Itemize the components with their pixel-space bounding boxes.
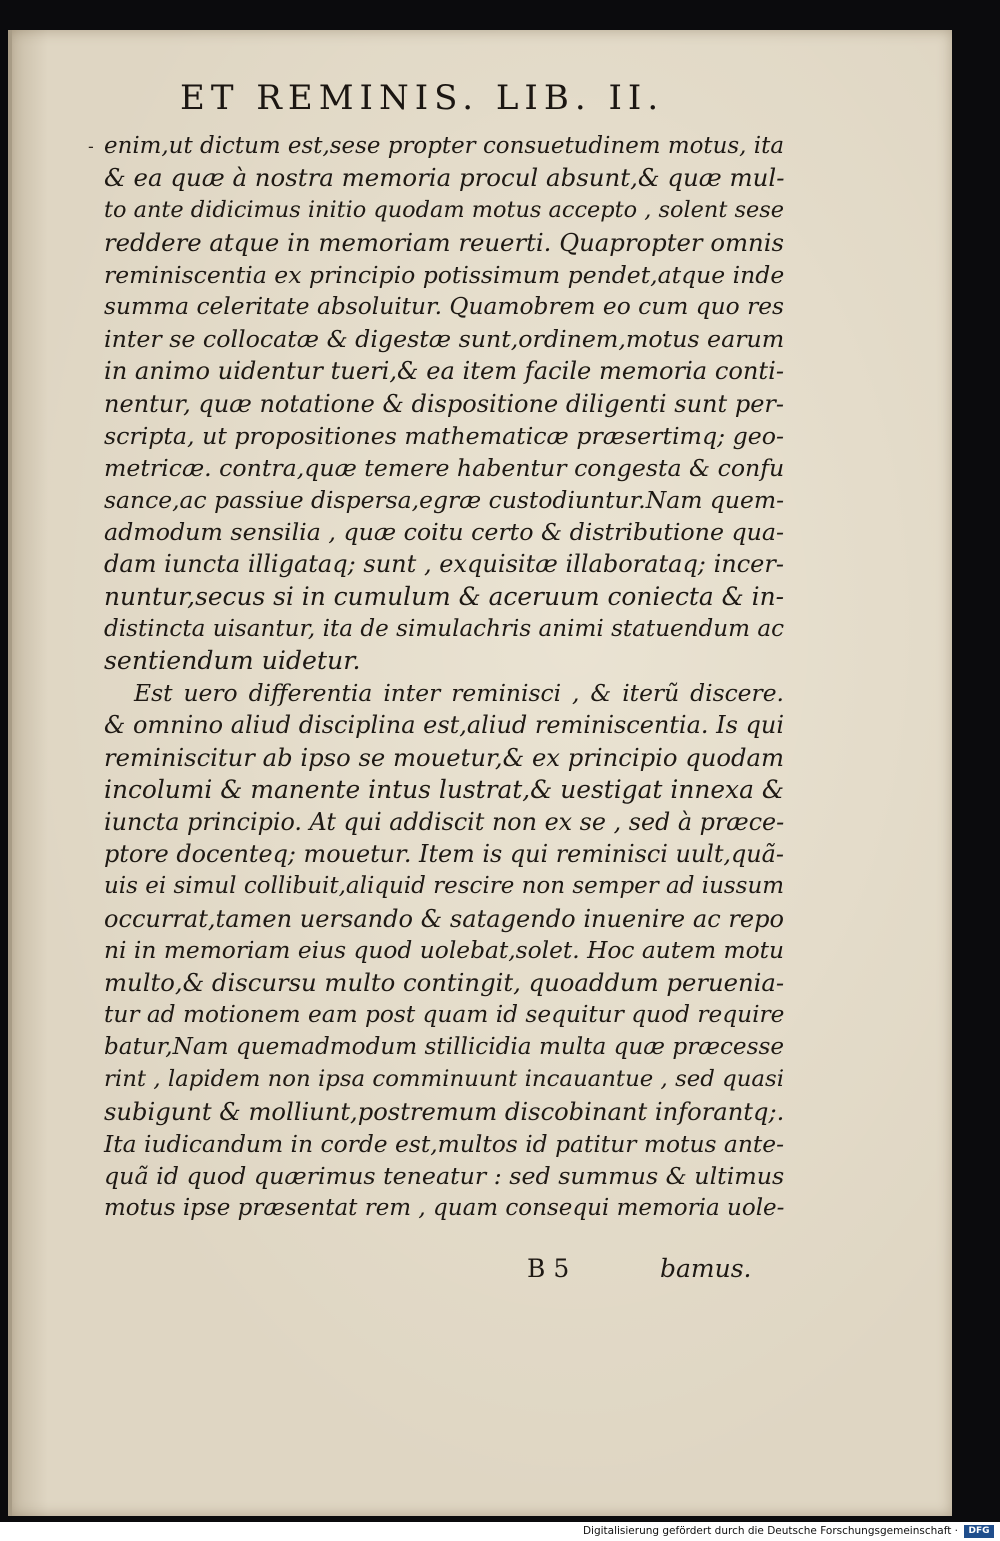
text-line: in animo uidentur tueri,& ea item facile memoria conti- bbox=[104, 357, 784, 386]
text-line: & omnino aliud disciplina est,aliud reminiscentia. Is qui bbox=[104, 711, 784, 740]
catchword: bamus. bbox=[660, 1254, 752, 1283]
credit-text: Digitalisierung gefördert durch die Deutsche Forschungsgemeinschaft · bbox=[582, 1525, 958, 1537]
text-line: batur,Nam quemadmodum stillicidia multa quæ præcesse bbox=[104, 1034, 784, 1061]
text-line: summa celeritate absoluitur. Quamobrem eo cum quo res bbox=[104, 292, 784, 320]
text-line: scripta, ut propositiones mathematicæ præsertimq; geo- bbox=[104, 421, 784, 450]
text-line: tur ad motionem eam post quam id sequitur quod require bbox=[104, 1001, 785, 1029]
text-line: reddere atque in memoriam reuerti. Quapropter omnis bbox=[104, 227, 784, 257]
margin-mark: - bbox=[88, 137, 94, 156]
running-title: ET REMINIS. LIB. II. bbox=[180, 78, 665, 118]
text-line: reminiscentia ex principio potissimum pendet,atque inde bbox=[104, 260, 785, 289]
text-line: motus ipse præsentat rem , quam consequi memoria uole- bbox=[104, 1195, 785, 1222]
dfg-logo-icon: DFG bbox=[964, 1525, 994, 1538]
body-text bbox=[104, 130, 784, 1224]
text-line: sentiendum uidetur. bbox=[104, 646, 361, 675]
text-line: ni in memoriam eius quod uolebat,solet. Hoc autem motu bbox=[104, 936, 784, 964]
text-line: iuncta principio. At qui addiscit non ex se , sed à præce- bbox=[104, 807, 785, 836]
text-line: distincta uisantur, ita de simulachris animi statuendum ac bbox=[104, 615, 784, 642]
signature-mark: B 5 bbox=[527, 1254, 570, 1283]
text-line: nuntur,secus si in cumulum & aceruum coniecta & in- bbox=[104, 581, 785, 611]
text-line: nentur, quæ notatione & dispositione diligenti sunt per- bbox=[104, 389, 784, 418]
page-edge bbox=[8, 30, 12, 1516]
text-line: incolumi & manente intus lustrat,& uestigat innexa & bbox=[104, 774, 784, 804]
text-line: inter se collocatæ & digestæ sunt,ordinem,motus earum bbox=[104, 325, 785, 354]
digitization-credit-bar bbox=[0, 1522, 1000, 1541]
text-line: admodum sensilia , quæ coitu certo & distributione qua- bbox=[104, 518, 785, 547]
text-line: Ita iudicandum in corde est,multos id patitur motus ante- bbox=[104, 1129, 784, 1158]
text-line: occurrat,tamen uersando & satagendo inuenire ac repo bbox=[104, 904, 784, 933]
text-line: dam iuncta illigataq; sunt , exquisitæ illaborataq; incer- bbox=[104, 550, 784, 579]
text-line: uis ei simul collibuit,aliquid rescire non semper ad iussum bbox=[104, 873, 785, 900]
text-line: rint , lapidem non ipsa comminuunt incauantue , sed quasi bbox=[104, 1066, 784, 1093]
text-line: metricæ. contra,quæ temere habentur congesta & confu bbox=[104, 453, 785, 482]
paragraph-start-line: Est uero differentia inter reminisci , & iterũ discere. bbox=[134, 679, 784, 708]
text-line: quã id quod quærimus teneatur : sed summus & ultimus bbox=[104, 1162, 785, 1190]
text-line: subigunt & molliunt,postremum discobinant inforantq;. bbox=[104, 1097, 785, 1126]
text-line: ptore docenteq; mouetur. Item is qui reminisci uult,quã- bbox=[104, 840, 784, 869]
text-line: to ante didicimus initio quodam motus accepto , solent sese bbox=[104, 197, 784, 224]
text-line: reminiscitur ab ipso se mouetur,& ex principio quodam bbox=[104, 742, 784, 772]
text-line: sance,ac passiue dispersa,egræ custodiuntur.Nam quem- bbox=[104, 486, 784, 515]
text-line: multo,& discursu multo contingit, quoaddum perueniа- bbox=[104, 967, 785, 997]
text-line: enim,ut dictum est,sese propter consuetudinem motus, ita bbox=[104, 133, 784, 159]
text-line: & ea quæ à nostra memoria procul absunt,& quæ mul- bbox=[104, 163, 785, 193]
